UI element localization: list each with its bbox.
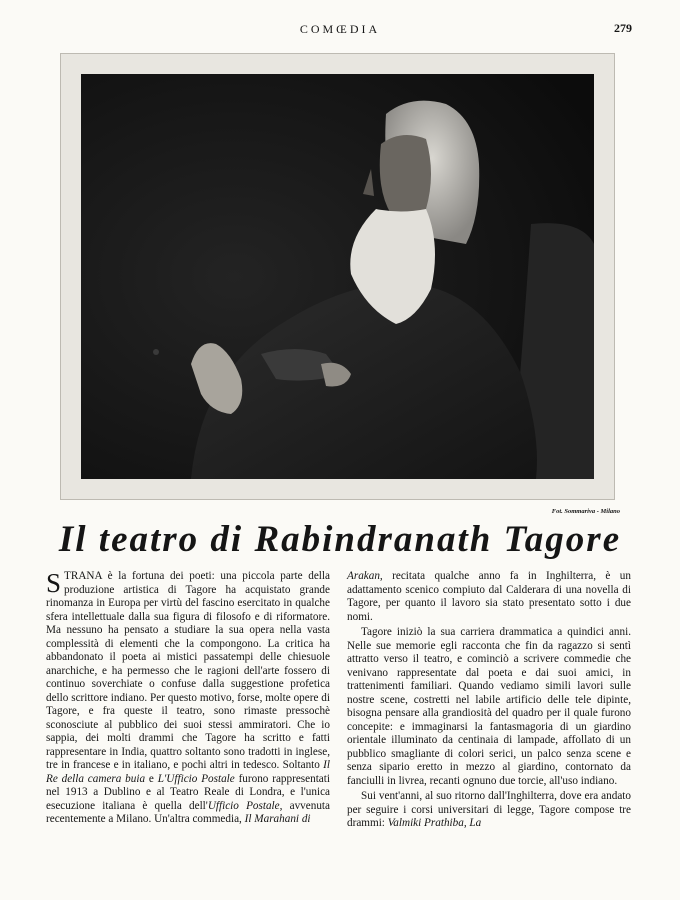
paragraph: Arakan, recitata qualche anno fa in Inghilterra, è un adattamento scenico compiuto dal Calderara di una novella di Tagore, per quanto il lavoro sia stato presentato sotto i due nomi. [347,570,631,623]
page-number: 279 [614,21,632,35]
drop-cap: S [46,568,62,598]
column-right [347,570,631,831]
article-title: Il teatro di Rabindranath Tagore [58,519,622,560]
paragraph: STRANA è la fortuna dei poeti: una piccola parte della produzione artistica di Tagore ha acquistato grande rinomanza in Europa per virtù del fascino esercitato in qualche sfera intellettuale dalla sua figura di filosofo e di riformatore. Ma nessuno ha pensato a studiare la sua opera nella vasta complessità di elementi che la compongono. La critica ha abbandonato il poeta ai mistici passatempi delle chiesuole anarchiche, e ha permesso che le ragioni dell'arte fossero di continuo soverchiate o confuse dalla suggestione profetica dello scrittore indiano. Per questo motivo, forse, molte opere di Tagore, e fra queste il teatro, sono rimaste pressochè sconosciute al pubblico dei suoi stessi ammiratori. Che io sappia, dei molti drammi che Tagore ha scritto e fatti rappresentare in India, quattro soltanto sono tradotti in inglese, tre in francese e in italiano, e pochi altri in tedesco. Soltanto Il Re della camera buia e L'Ufficio Postale furono rappresentati nel 1913 a Dublino e al Teatro Reale di Londra, e l'unica esecuzione italiana è quella dell'Ufficio Postale, avvenuta recentemente a Milano. Un'altra commedia, Il Marahani di [46,568,330,825]
paragraph: Sui vent'anni, al suo ritorno dall'Inghilterra, dove era andato per seguire i corsi universitari di legge, Tagore compose tre drammi: Valmiki Prathiba, La [347,790,631,829]
photo-credit: Fot. Sommariva - Milano [551,508,620,515]
paragraph: Tagore iniziò la sua carriera drammatica a quindici anni. Nelle sue memorie egli racconta che fin da ragazzo si sentì attratto verso il teatro, e cominciò a scrivere commedie che venivano rappresentate dal poeta e dai suoi amici, in trattenimenti familiari. Quando vediamo simili lavori sulle nostre scene, costretti nel labile artificio delle tele dipinte, bisogna pensare alla grandiosità del quadro per il quale furono concepite: e immaginarsi la fantasmagoria di un giardino orientale illuminato da centinaia di lampade, affollato di un pubblico smagliante di colori serici, un palco senza scene e senza sipario eretto in mezzo al giardino, contornato da fanciulli in livrea, recanti ognuno due torcie, all'uso indiano. [347,626,631,787]
portrait-illustration [81,74,594,479]
running-head: COMŒDIA [299,22,381,36]
portrait-photo [81,74,594,479]
column-left [46,570,330,827]
photo-frame [60,53,615,500]
